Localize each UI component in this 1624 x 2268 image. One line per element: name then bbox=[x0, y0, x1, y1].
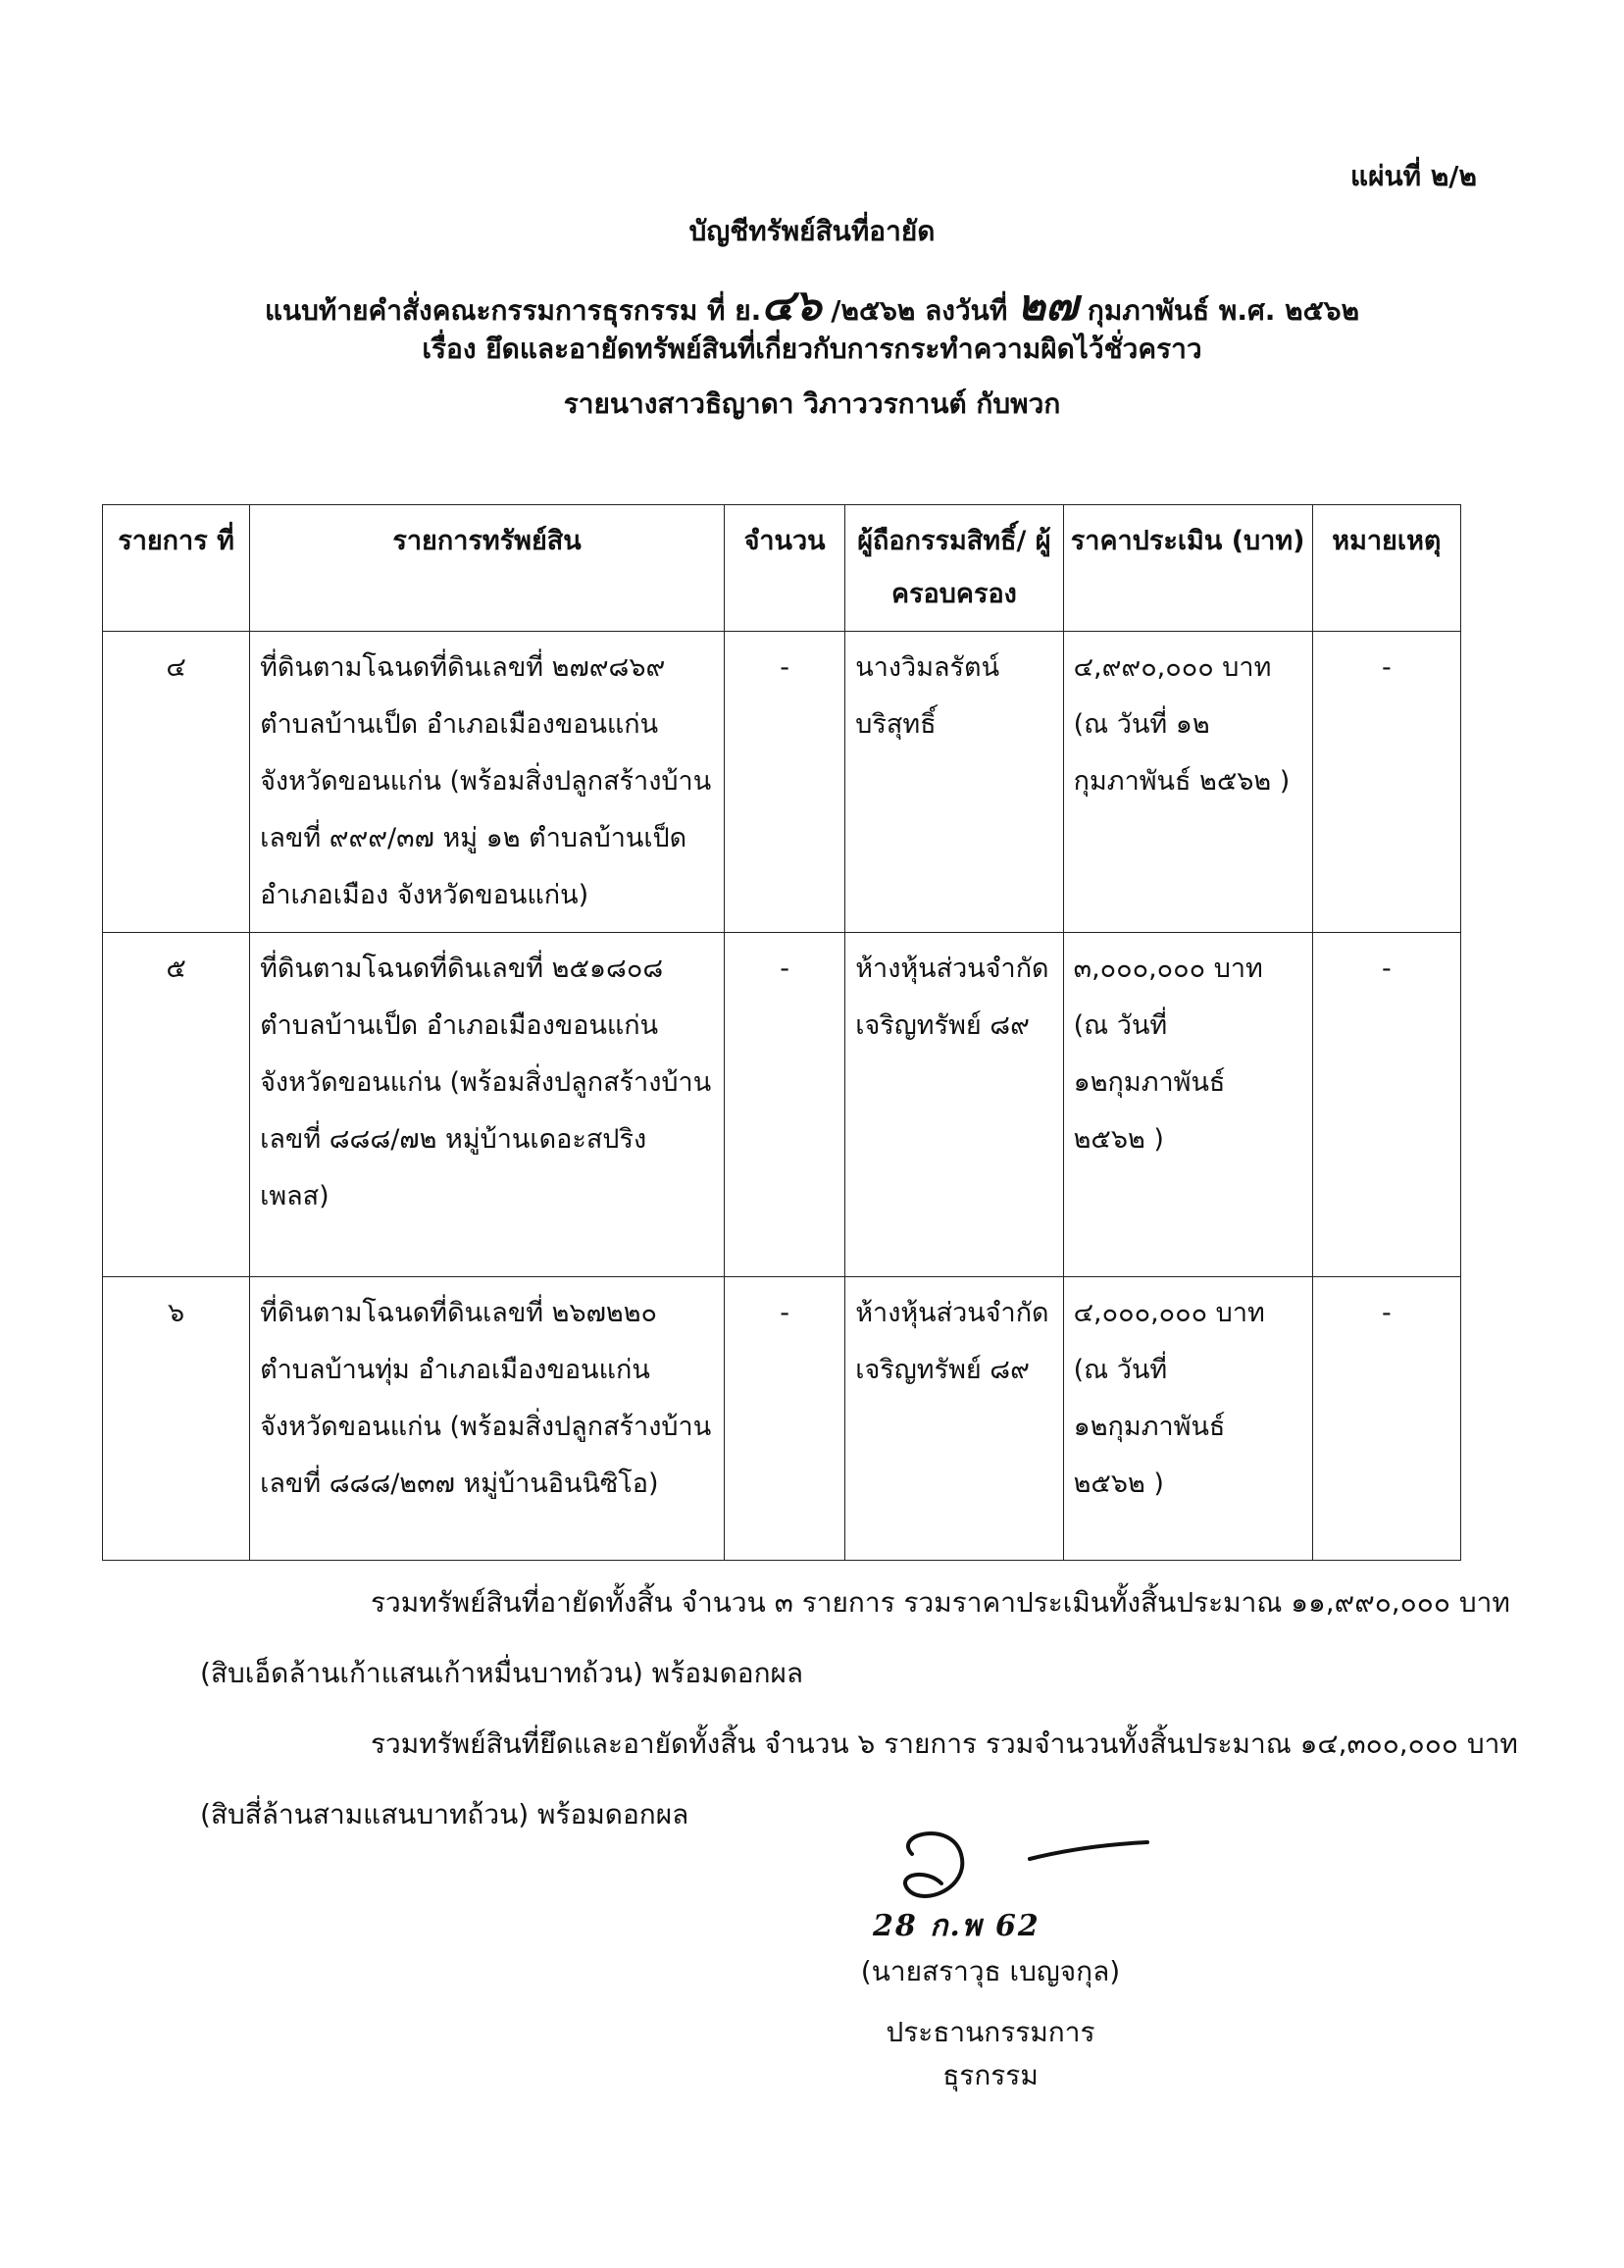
asset-price: ๓,๐๐๐,๐๐๐ บาท (ณ วันที่ ๑๒กุมภาพันธ์ ๒๕๖๒ ) bbox=[1063, 933, 1312, 1277]
seized-total-line2: (สิบเอ็ดล้านเก้าแสนเก้าหมื่นบาทถ้วน) พร้อมดอกผล bbox=[200, 1657, 804, 1689]
table-row bbox=[103, 632, 1461, 933]
signatory-position: ประธานกรรมการธุรกรรม bbox=[886, 2016, 1095, 2091]
order-prefix: แนบท้ายคำสั่งคณะกรรมการธุรกรรม ที่ ย. bbox=[264, 294, 762, 327]
table-row bbox=[103, 933, 1461, 1277]
order-suffix: กุมภาพันธ์ พ.ศ. ๒๕๖๒ bbox=[1078, 294, 1360, 327]
order-day-handwritten: ๒๗ bbox=[1017, 281, 1079, 331]
case-name: รายนางสาวธิญาดา วิภาววรกานต์ กับพวก bbox=[563, 387, 1061, 420]
header-appraised-price: ราคาประเมิน (บาท) bbox=[1063, 505, 1312, 632]
asset-quantity: - bbox=[724, 1277, 844, 1561]
signatory-name: (นายสราวุธ เบญจกุล) bbox=[860, 1955, 1121, 1987]
asset-description: ที่ดินตามโฉนดที่ดินเลขที่ ๒๗๙๘๖๙ ตำบลบ้านเป็ด อำเภอเมืองขอนแก่น จังหวัดขอนแก่น (พร้อมสิ่งปลูกสร้างบ้านเลขที่ ๙๙๙/๓๗ หมู่ ๑๒ ตำบลบ้านเป็ด อำเภอเมือง จังหวัดขอนแก่น) bbox=[250, 632, 725, 933]
table-header-row bbox=[103, 505, 1461, 632]
asset-price: ๔,๐๐๐,๐๐๐ บาท (ณ วันที่ ๑๒กุมภาพันธ์ ๒๕๖๒ ) bbox=[1063, 1277, 1312, 1561]
order-number-handwritten: ๔๖ bbox=[761, 281, 822, 331]
header-quantity: จำนวน bbox=[724, 505, 844, 632]
seized-total-line1: รวมทรัพย์สินที่อายัดทั้งสิ้น จำนวน ๓ รายการ รวมราคาประเมินทั้งสิ้นประมาณ ๑๑,๙๙๐,๐๐๐ บาท bbox=[371, 1586, 1510, 1619]
item-number: ๕ bbox=[103, 933, 250, 1277]
table-row bbox=[103, 1277, 1461, 1561]
all-total-line1: รวมทรัพย์สินที่ยึดและอายัดทั้งสิ้น จำนวน ๖ รายการ รวมจำนวนทั้งสิ้นประมาณ ๑๔,๓๐๐,๐๐๐ บาท bbox=[371, 1727, 1518, 1760]
asset-price: ๔,๙๙๐,๐๐๐ บาท (ณ วันที่ ๑๒ กุมภาพันธ์ ๒๕๖๒ ) bbox=[1063, 632, 1312, 933]
document-title: บัญชีทรัพย์สินที่อายัด bbox=[688, 215, 936, 247]
header-item-no: รายการ ที่ bbox=[103, 505, 250, 632]
asset-remark: - bbox=[1312, 1277, 1460, 1561]
asset-owner: ห้างหุ้นส่วนจำกัด เจริญทรัพย์ ๘๙ bbox=[845, 1277, 1063, 1561]
header-asset-description: รายการทรัพย์สิน bbox=[250, 505, 725, 632]
asset-remark: - bbox=[1312, 933, 1460, 1277]
header-owner: ผู้ถือกรรมสิทธิ์/ ผู้ครอบครอง bbox=[845, 505, 1063, 632]
asset-quantity: - bbox=[724, 933, 844, 1277]
all-total-line2: (สิบสี่ล้านสามแสนบาทถ้วน) พร้อมดอกผล bbox=[200, 1798, 689, 1830]
order-mid: /๒๕๖๒ ลงวันที่ bbox=[821, 294, 1018, 327]
asset-owner: ห้างหุ้นส่วนจำกัด เจริญทรัพย์ ๘๙ bbox=[845, 933, 1063, 1277]
signature-date: 28 ก.พ 62 bbox=[873, 1909, 1040, 1943]
asset-description: ที่ดินตามโฉนดที่ดินเลขที่ ๒๕๑๘๐๘ ตำบลบ้านเป็ด อำเภอเมืองขอนแก่น จังหวัดขอนแก่น (พร้อมสิ่งปลูกสร้างบ้านเลขที่ ๘๘๘/๗๒ หมู่บ้านเดอะสปริงเพลส) bbox=[250, 933, 725, 1277]
sheet-number: แผ่นที่ ๒/๒ bbox=[1350, 160, 1477, 192]
asset-remark: - bbox=[1312, 632, 1460, 933]
item-number: ๔ bbox=[103, 632, 250, 933]
document-subject: เรื่อง ยึดและอายัดทรัพย์สินที่เกี่ยวกับการกระทำความผิดไว้ชั่วคราว bbox=[422, 333, 1202, 365]
asset-description: ที่ดินตามโฉนดที่ดินเลขที่ ๒๖๗๒๒๐ ตำบลบ้านทุ่ม อำเภอเมืองขอนแก่น จังหวัดขอนแก่น (พร้อมสิ่งปลูกสร้างบ้านเลขที่ ๘๘๘/๒๓๗ หมู่บ้านอินนิซิโอ) bbox=[250, 1277, 725, 1561]
asset-quantity: - bbox=[724, 632, 844, 933]
header-remarks: หมายเหตุ bbox=[1312, 505, 1460, 632]
asset-owner: นางวิมลรัตน์ บริสุทธิ์ bbox=[845, 632, 1063, 933]
item-number: ๖ bbox=[103, 1277, 250, 1561]
asset-table bbox=[102, 504, 1461, 1561]
